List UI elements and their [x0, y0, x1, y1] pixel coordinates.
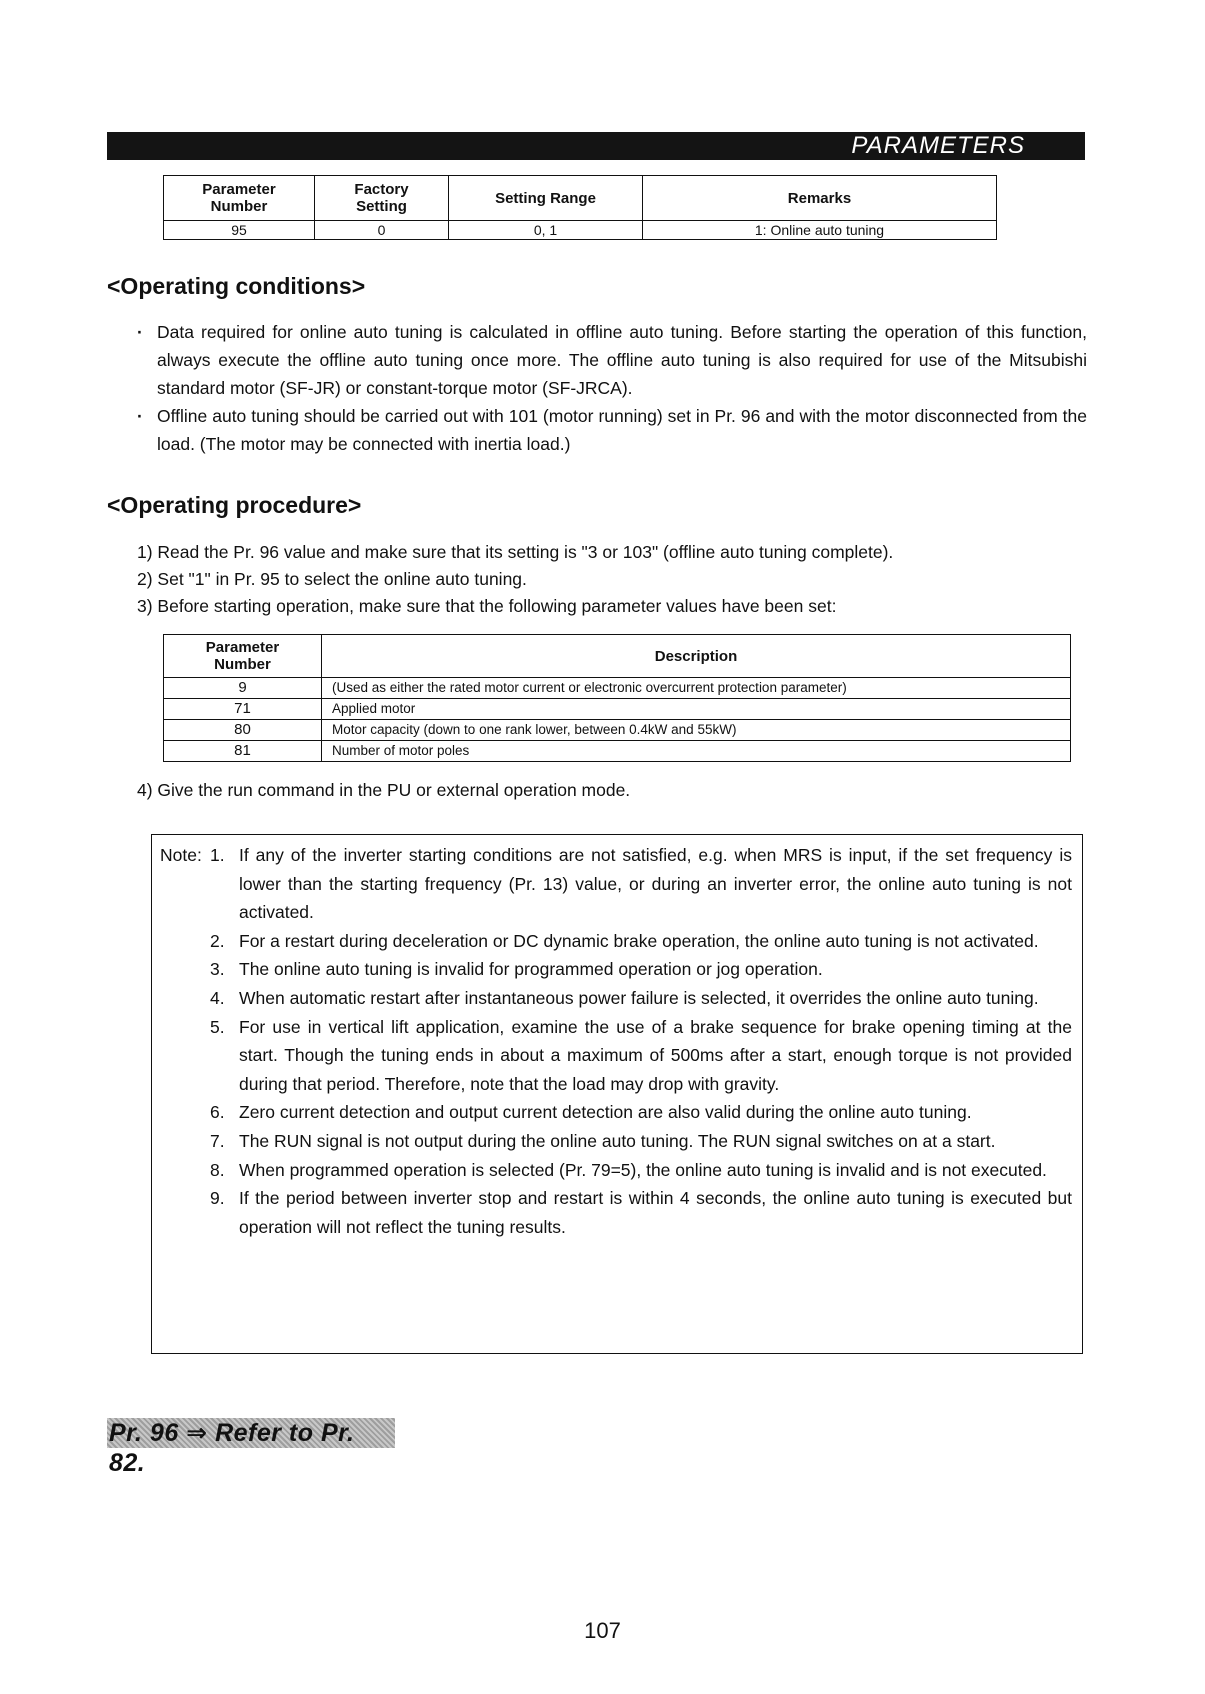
cell-parameter-number: 81	[164, 741, 322, 762]
note-text: Zero current detection and output current detection are also valid during the online auto tuning.	[239, 1102, 972, 1123]
cell-description: (Used as either the rated motor current or electronic overcurrent protection parameter)	[322, 678, 1071, 699]
note-number: 9.	[210, 1188, 225, 1209]
cell-factory-setting: 0	[315, 221, 449, 240]
note-number: 6.	[210, 1102, 225, 1123]
note-number: 2.	[210, 930, 225, 951]
note-text: For use in vertical lift application, examine the use of a brake sequence for brake opening timing at the start. Though the tuning ends in about a maximum of 500ms after a start, enough torque is not provided during that period. Therefore, note that the load may drop with gravity.	[239, 1016, 1072, 1094]
note-number: 3.	[210, 959, 225, 980]
table-row	[164, 699, 1071, 720]
list-item: 2) Set "1" in Pr. 95 to select the online auto tuning.	[137, 569, 527, 589]
list-item	[210, 927, 1072, 956]
table-row	[164, 741, 1071, 762]
col-remarks: Remarks	[643, 176, 997, 221]
note-text: When automatic restart after instantaneous power failure is selected, it overrides the online auto tuning.	[239, 987, 1039, 1008]
col-parameter-number: Parameter Number	[164, 176, 315, 221]
procedure-steps	[137, 539, 1087, 620]
note-number: 8.	[210, 1159, 225, 1180]
cell-description: Motor capacity (down to one rank lower, between 0.4kW and 55kW)	[322, 720, 1071, 741]
cross-reference-banner: Pr. 96 ⇒ Refer to Pr. 82.	[107, 1418, 395, 1448]
operating-conditions-heading: <Operating conditions>	[107, 273, 366, 299]
note-text: For a restart during deceleration or DC dynamic brake operation, the online auto tuning is not activated.	[239, 930, 1039, 951]
list-item	[210, 841, 1072, 927]
cell-description: Number of motor poles	[322, 741, 1071, 762]
cell-parameter-number: 95	[164, 221, 315, 240]
cell-setting-range: 0, 1	[449, 221, 643, 240]
note-number: 1.	[210, 845, 225, 865]
col-parameter-number: Parameter Number	[164, 635, 322, 678]
list-item: 1) Read the Pr. 96 value and make sure that its setting is "3 or 103" (offline auto tuning complete).	[137, 542, 894, 562]
description-table	[163, 634, 1071, 762]
cell-parameter-number: 71	[164, 699, 322, 720]
list-item	[210, 955, 1072, 984]
col-description: Description	[322, 635, 1071, 678]
note-text: The online auto tuning is invalid for programmed operation or jog operation.	[239, 959, 823, 980]
conditions-list	[137, 318, 1087, 458]
operating-procedure-heading: <Operating procedure>	[107, 492, 362, 518]
list-item	[210, 1127, 1072, 1156]
cell-parameter-number: 80	[164, 720, 322, 741]
notes-list	[210, 841, 1072, 1241]
list-item: · Offline auto tuning should be carried out with 101 (motor running) set in Pr. 96 and with the motor disconnected from the load. (The motor may be connected with inertia load.)	[137, 402, 1087, 458]
note-text: If the period between inverter stop and restart is within 4 seconds, the online auto tuning is executed but operation will not reflect the tuning results.	[239, 1188, 1072, 1237]
col-setting-range: Setting Range	[449, 176, 643, 221]
table-row	[164, 678, 1071, 699]
cell-parameter-number: 9	[164, 678, 322, 699]
note-text: If any of the inverter starting conditions are not satisfied, e.g. when MRS is input, if the set frequency is lower than the starting frequency (Pr. 13) value, or during an inverter error, the online auto tuning is not activated.	[239, 845, 1072, 923]
section-header-bar	[107, 132, 1085, 160]
notes-box	[151, 834, 1083, 1354]
note-label: Note:	[160, 845, 202, 865]
cell-remarks: 1: Online auto tuning	[643, 221, 997, 240]
list-item	[210, 984, 1072, 1013]
note-text: The RUN signal is not output during the online auto tuning. The RUN signal switches on at a start.	[239, 1130, 996, 1151]
cell-description: Applied motor	[322, 699, 1071, 720]
table-row	[164, 720, 1071, 741]
page-number: 107	[584, 1618, 621, 1643]
note-number: 4.	[210, 987, 225, 1008]
list-item	[210, 1156, 1072, 1185]
list-item: 4) Give the run command in the PU or external operation mode.	[137, 780, 631, 800]
parameter-table	[163, 175, 997, 240]
list-item	[210, 1184, 1072, 1241]
list-item	[210, 1098, 1072, 1127]
section-title: PARAMETERS	[851, 132, 1025, 159]
list-item: · Data required for online auto tuning is calculated in offline auto tuning. Before starting the operation of this function, always execute the offline auto tuning once more. The offline auto tuning is also required for use of the Mitsubishi standard motor (SF-JR) or constant-torque motor (SF-JRCA).	[137, 318, 1087, 402]
note-number: 5.	[210, 1016, 225, 1037]
list-item	[210, 1013, 1072, 1099]
procedure-step-4	[137, 777, 1087, 804]
table-row	[164, 221, 997, 240]
list-item: 3) Before starting operation, make sure that the following parameter values have been set:	[137, 596, 837, 616]
col-factory-setting: Factory Setting	[315, 176, 449, 221]
note-text: When programmed operation is selected (Pr. 79=5), the online auto tuning is invalid and is not executed.	[239, 1159, 1047, 1180]
note-number: 7.	[210, 1130, 225, 1151]
